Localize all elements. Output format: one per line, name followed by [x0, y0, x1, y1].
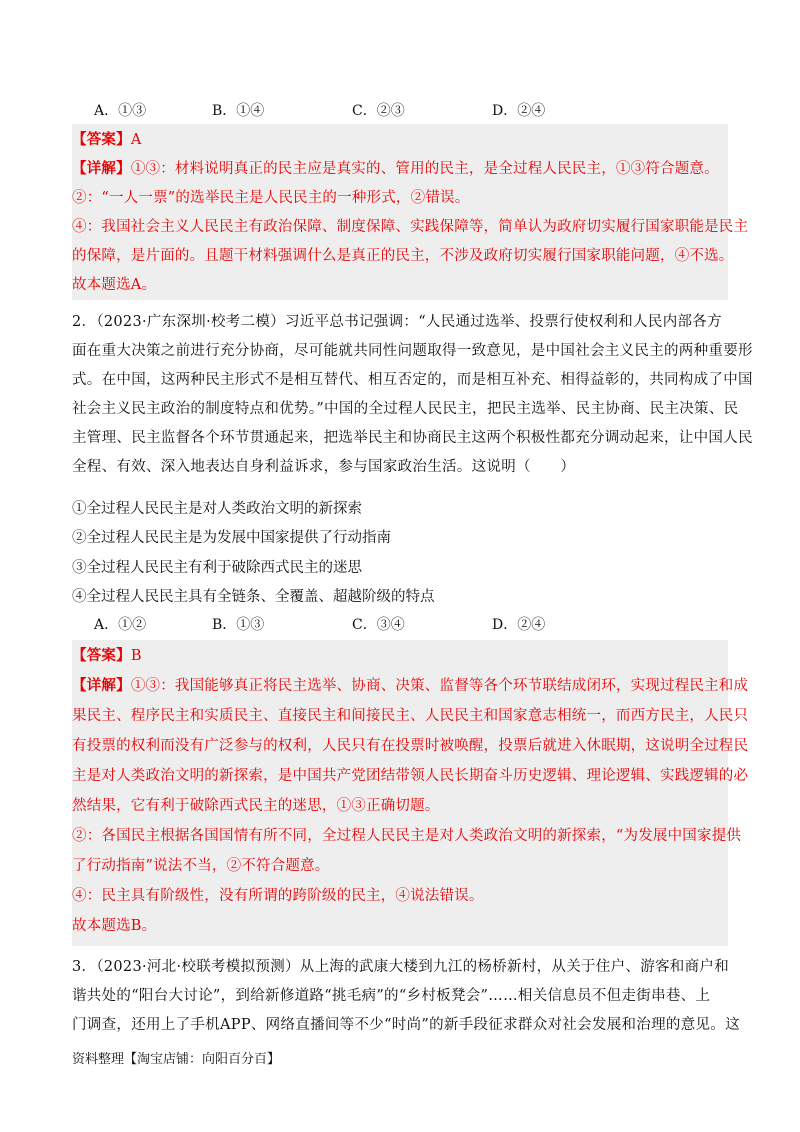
q2-item-2: ②全过程人民民主是为发展中国家提供了行动指南 [72, 530, 391, 546]
q2-stem-line-5: 主管理、民主监督各个环节贯通起来，把选举民主和协商民主这两个积极性都充分调动起来，让中国人民 [72, 430, 753, 446]
q2-answer [72, 644, 142, 665]
q2-detail-line-1: 【详解】①③：我国能够真正将民主选举、协商、决策、监督等各个环节联结成闭环，实现过程民主和成 [72, 677, 749, 694]
answer-tag: 【答案】 [72, 647, 131, 664]
q1-answer [72, 128, 141, 149]
q2-option-b: B．①③ [212, 617, 265, 633]
q3-stem-line-2: 谐共处的“阳台大讨论”，到给新修道路“挑毛病”的“乡村板凳会”……相关信息员不但走街串巷、上 [72, 988, 711, 1004]
q1-answer-block [72, 124, 749, 300]
q1-detail-line-1: 【详解】①③：材料说明真正的民主应是真实的、管用的民主，是全过程人民民主，①③符合题意。 [72, 160, 719, 177]
q2-option-c: C．③④ [352, 617, 405, 633]
q1-detail-line-3: ④：我国社会主义人民民主有政治保障、制度保障、实践保障等，简单认为政府切实履行国家职能是民主 [72, 219, 749, 235]
q2-detail-line-8: ④：民主具有阶级性，没有所谓的跨阶级的民主，④说法错误。 [72, 888, 484, 904]
q2-stem-line-3: 式。在中国，这两种民主形式不是相互替代、相互否定的，而是相互补充、相得益彰的，共同构成了中国 [72, 372, 753, 388]
q2-item-4: ④全过程人民民主具有全链条、全覆盖、超越阶级的特点 [72, 589, 435, 605]
q3-stem-line-1: 3．（2023·河北·校联考模拟预测）从上海的武康大楼到九江的杨桥新村，从关于住户、游客和商户和 [72, 959, 729, 975]
q2-item-1: ①全过程人民民主是对人类政治文明的新探索 [72, 501, 362, 517]
q1-option-a: A．①③ [94, 103, 147, 119]
detail-tag: 【详解】 [72, 160, 131, 177]
q2-detail-line-6: ②：各国民主根据各国国情有所不同，全过程人民民主是对人类政治文明的新探索，“为发展中国家提供 [72, 828, 742, 844]
q2-stem-line-1: 2．（2023·广东深圳·校考二模）习近平总书记强调：“人民通过选举、投票行使权利和人民内部各方 [72, 314, 722, 330]
answer-value: B [130, 648, 142, 664]
q2-stem-line-4: 社会主义民主政治的制度特点和优势。”中国的全过程人民民主，把民主选举、民主协商、民主决策、民 [72, 401, 739, 417]
q2-detail-line-9: 故本题选B。 [72, 918, 157, 934]
q1-option-b: B．①④ [212, 103, 265, 119]
q2-stem-line-2: 面在重大决策之前进行充分协商，尽可能就共同性问题取得一致意见，是中国社会主义民主的两种重要形 [72, 343, 753, 359]
q1-option-c: C．②③ [352, 103, 405, 119]
q1-detail-line-2: ②：“一人一票”的选举民主是人民民主的一种形式，②错误。 [72, 190, 470, 206]
q3-stem-line-3: 门调查，还用上了手机APP、网络直播间等不少“时尚”的新手段征求群众对社会发展和治理的意见。这 [72, 1017, 740, 1033]
q2-detail-line-3: 有投票的权利而没有广泛参与的权利，人民只有在投票时被唤醒，投票后就进入休眠期，这说明全过程民 [72, 738, 749, 754]
q2-option-a: A．①② [94, 617, 147, 633]
answer-tag: 【答案】 [72, 131, 131, 148]
q2-detail-line-4: 主是对人类政治文明的新探索，是中国共产党团结带领人民长期奋斗历史逻辑、理论逻辑、实践逻辑的必 [72, 768, 749, 784]
q1-detail-line-5: 故本题选A。 [72, 277, 157, 293]
q2-detail-line-7: 了行动指南”说法不当，②不符合题意。 [72, 858, 330, 874]
answer-value: A [130, 132, 142, 148]
q2-answer-block [72, 640, 749, 946]
q2-detail-line-5: 然结果，它有利于破除西式民主的迷思，①③正确切题。 [72, 798, 440, 814]
page-footer: 资料整理【淘宝店铺：向阳百分百】 [72, 1052, 281, 1067]
q2-item-3: ③全过程人民民主有利于破除西式民主的迷思 [72, 560, 362, 576]
q2-detail-line-2: 果民主、程序民主和实质民主、直接民主和间接民主、人民民主和国家意志相统一，而西方民主，人民只 [72, 708, 749, 724]
q2-stem-line-6: 全程、有效、深入地表达自身利益诉求，参与国家政治生活。这说明（ ） [72, 459, 576, 475]
q2-option-d: D．②④ [492, 617, 546, 633]
q1-detail-line-4: 的保障，是片面的。且题干材料强调什么是真正的民主，不涉及政府切实履行国家职能问题，④不选。 [72, 248, 734, 264]
detail-tag: 【详解】 [72, 677, 131, 694]
q1-option-d: D．②④ [492, 103, 546, 119]
